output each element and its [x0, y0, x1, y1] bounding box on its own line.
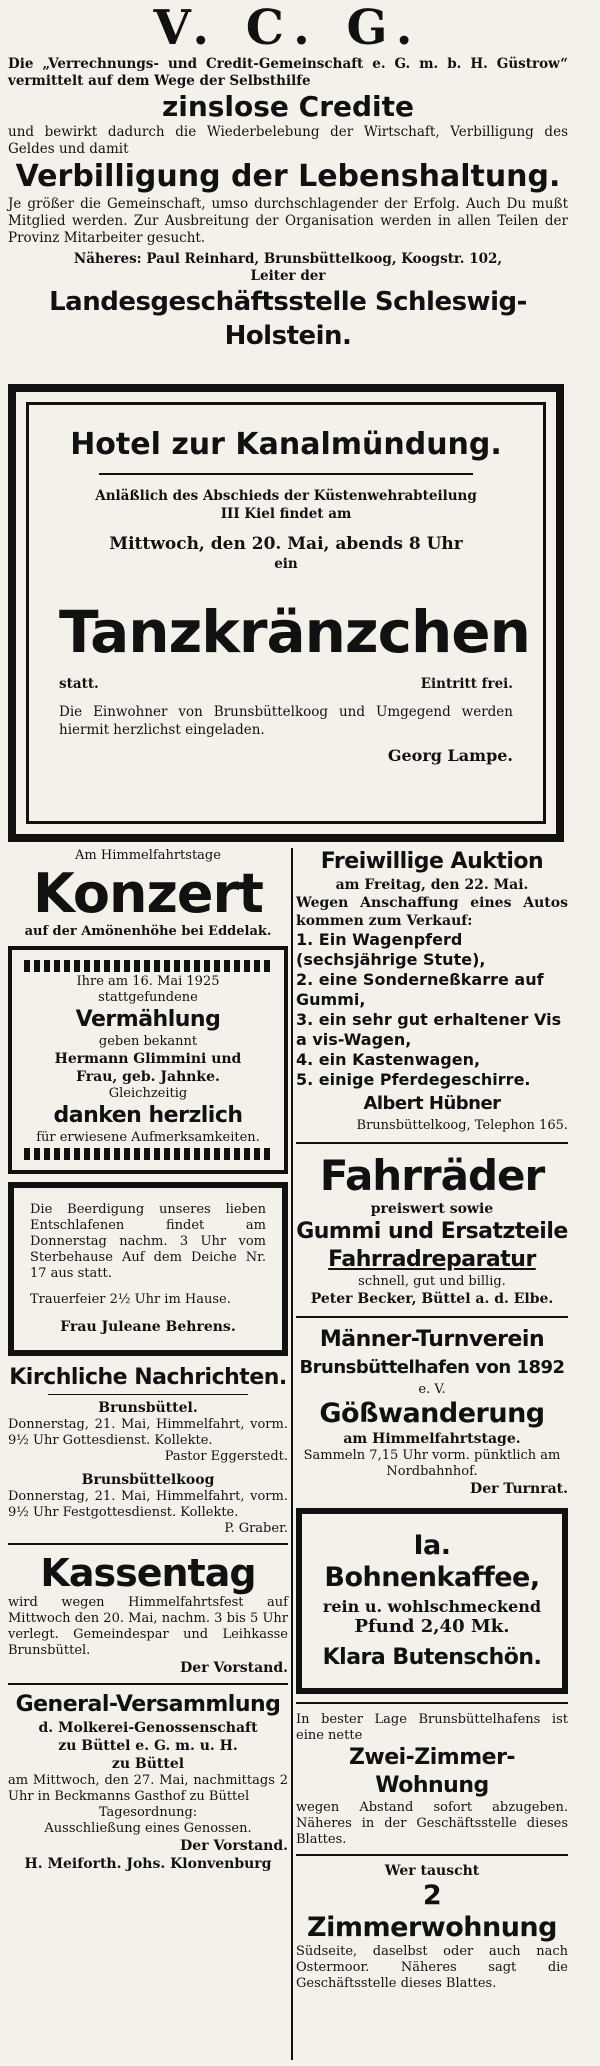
coffee-ad: [296, 1508, 568, 1694]
funeral-notice: [8, 1182, 288, 1356]
wedding-title: Vermählung: [75, 1007, 221, 1032]
wedding-line-4: geben bekannt: [98, 1034, 198, 1049]
bicycle-line-5: Peter Becker, Büttel a. d. Elbe.: [310, 1291, 554, 1307]
club-signed: Der Turnrat.: [470, 1481, 568, 1497]
church-location-1: Brunsbüttel.: [98, 1400, 198, 1416]
vcg-headline-credit: zinslose Credite: [161, 90, 415, 123]
exchange-title: 2 Zimmerwohnung: [307, 1880, 557, 1943]
assembly-line-7: Der Vorstand.: [180, 1838, 288, 1854]
bicycle-ad: [296, 1152, 568, 1308]
coffee-price: Pfund 2,40 Mk.: [354, 1616, 510, 1637]
bicycle-line-4: schnell, gut und billig.: [358, 1274, 506, 1289]
hotel-date: Mittwoch, den 20. Mai, abends 8 Uhr: [109, 534, 463, 554]
bicycle-line-2: Gummi und Ersatzteile: [296, 1219, 568, 1244]
club-suffix: e. V.: [418, 1382, 446, 1397]
gymnastics-club-ad: [296, 1326, 568, 1498]
wedding-thanks: danken herzlich: [53, 1103, 243, 1128]
auction-item: 5. einige Pferdegeschirre.: [296, 1070, 531, 1089]
club-name: Männer-Turnverein: [319, 1327, 545, 1352]
church-location-2: Brunsbüttelkoog: [81, 1472, 215, 1488]
assembly-title: General-Versammlung: [15, 1692, 281, 1717]
apartment-exchange-ad: [296, 1862, 568, 1992]
wedding-line-2: stattgefundene: [98, 990, 198, 1005]
konzert-pre: Am Himmelfahrtstage: [75, 848, 221, 863]
vcg-appeal-text: Je größer die Gemeinschaft, umso durchschlagender der Erfolg. Auch Du mußt Mitglied werden. Zur Ausbreitung der Organisation werden in allen Teilen der Provinz Mitarbeiter gesucht.: [8, 196, 568, 246]
club-event-title: Gößwanderung: [319, 1398, 545, 1429]
hotel-invitation: Die Einwohner von Brunsbüttelkoog und Umgegend werden hiermit herzlichst eingeladen.: [59, 704, 513, 738]
hotel-occasion-line-2: III Kiel findet am: [220, 506, 352, 522]
wedding-line-6: Frau, geb. Jahnke.: [76, 1069, 220, 1085]
wedding-notice: [8, 946, 288, 1174]
vcg-intro: Die „Verrechnungs- und Credit-Gemeinschaft e. G. m. b. H. Güstrow“ vermittelt auf dem Wege der Selbsthilfe: [8, 56, 568, 89]
hotel-ein: ein: [274, 556, 298, 572]
konzert-place: auf der Amönenhöhe bei Eddelak.: [24, 924, 272, 939]
bicycle-line-1: preiswert sowie: [370, 1201, 494, 1217]
coffee-line-2: rein u. wohlschmeckend: [322, 1597, 542, 1616]
bicycle-title: Fahrräder: [319, 1151, 545, 1200]
assembly-line-8: H. Meiforth. Johs. Klonvenburg: [24, 1856, 272, 1872]
auction-item: 4. ein Kastenwagen,: [296, 1050, 481, 1069]
assembly-line-6: Ausschließung eines Genossen.: [44, 1821, 252, 1836]
auction-item: 3. ein sehr gut erhaltener Vis a vis-Wagen,: [296, 1010, 562, 1049]
kassentag-signed: Der Vorstand.: [180, 1660, 288, 1676]
wedding-line-1: Ihre am 16. Mai 1925: [76, 974, 220, 989]
kassentag-text: wird wegen Himmelfahrtsfest auf Mittwoch den 20. Mai, nachm. 3 bis 5 Uhr verlegt. Gemeindespar und Leihkasse Brunsbüttel.: [8, 1595, 288, 1658]
funeral-signed: Frau Juleane Behrens.: [60, 1319, 236, 1335]
apartment-text: wegen Abstand sofort abzugeben. Näheres in der Geschäftsstelle dieses Blattes.: [296, 1800, 568, 1847]
church-pastor-2: P. Graber.: [224, 1521, 288, 1536]
right-column: [296, 848, 568, 2060]
kassentag-title: Kassentag: [40, 1551, 256, 1595]
hotel-name: Hotel zur Kanalmündung.: [70, 427, 502, 462]
funeral-text: Die Beerdigung unseres lieben Entschlafenen findet am Donnerstag nachm. 3 Uhr vom Sterbehause Auf dem Deiche Nr. 17 aus statt.: [30, 1202, 266, 1281]
wedding-line-5: Hermann Glimmini und: [54, 1051, 242, 1067]
column-divider: [291, 848, 293, 2060]
hotel-statt: statt.: [59, 676, 99, 692]
apartment-ad: [296, 1712, 568, 1848]
vcg-contact: Näheres: Paul Reinhard, Brunsbüttelkoog, Koogstr. 102,: [73, 251, 503, 267]
vcg-role: Leiter der: [250, 268, 326, 284]
vcg-headline-living-cost: Verbilligung der Lebenshaltung.: [15, 159, 561, 194]
exchange-intro: Wer tauscht: [384, 1863, 480, 1879]
ornament-border-top: [24, 960, 272, 972]
ornament-border-bottom: [24, 1148, 272, 1160]
auction-seller: Albert Hübner: [363, 1093, 501, 1114]
vcg-ad: [8, 0, 568, 382]
club-event-date: am Himmelfahrtstage.: [343, 1431, 521, 1447]
assembly-line-2: zu Büttel e. G. m. u. H.: [58, 1738, 238, 1754]
konzert-title: Konzert: [33, 862, 263, 925]
kassentag-notice: [8, 1551, 288, 1677]
church-title: Kirchliche Nachrichten.: [9, 1365, 287, 1390]
konzert-ad: [8, 848, 288, 940]
apartment-intro: In bester Lage Brunsbüttelhafens ist eine nette: [296, 1712, 568, 1743]
vcg-abbreviation: V. C. G.: [153, 0, 423, 56]
assembly-line-4: am Mittwoch, den 27. Mai, nachmittags 2 Uhr in Beckmanns Gasthof zu Büttel: [8, 1773, 288, 1804]
hotel-ad: [8, 384, 564, 842]
wedding-line-7: Gleichzeitig: [108, 1086, 188, 1101]
club-location: Brunsbüttelhafen von 1892: [299, 1357, 565, 1378]
general-assembly-notice: [8, 1691, 288, 1873]
auction-title: Freiwillige Auktion: [320, 849, 544, 874]
hotel-event-title: Tanzkränzchen: [59, 598, 530, 666]
assembly-line-5: Tagesordnung:: [98, 1805, 198, 1820]
hotel-entry: Eintritt frei.: [420, 676, 513, 692]
funeral-service: Trauerfeier 2½ Uhr im Hause.: [30, 1292, 231, 1307]
apartment-title: Zwei-Zimmer-Wohnung: [348, 1745, 516, 1798]
auction-date: am Freitag, den 22. Mai.: [335, 877, 529, 893]
church-text-2: Donnerstag, 21. Mai, Himmelfahrt, vorm. 9½ Uhr Festgottesdienst. Kollekte.: [8, 1489, 288, 1520]
church-pastor-1: Pastor Eggerstedt.: [164, 1449, 288, 1464]
auction-intro: Wegen Anschaffung eines Autos kommen zum Verkauf:: [296, 895, 568, 929]
assembly-line-3: zu Büttel: [111, 1756, 185, 1772]
coffee-title: Ia. Bohnenkaffee,: [324, 1530, 540, 1593]
auction-ad: [296, 848, 568, 1134]
auction-phone: Brunsbüttelkoog, Telephon 165.: [356, 1118, 568, 1133]
bicycle-line-3: Fahrradreparatur: [328, 1247, 536, 1272]
vcg-office: Landesgeschäftsstelle Schleswig-Holstein.: [49, 287, 527, 351]
assembly-line-1: d. Molkerei-Genossenschaft: [38, 1720, 258, 1736]
left-column: [8, 848, 288, 2060]
wedding-line-9: für erwiesene Aufmerksamkeiten.: [36, 1130, 260, 1145]
exchange-text: Südseite, daselbst oder auch nach Ostermoor. Näheres sagt die Geschäftsstelle dieses Blattes.: [296, 1944, 568, 1991]
church-news: [8, 1364, 288, 1537]
church-text-1: Donnerstag, 21. Mai, Himmelfahrt, vorm. 9½ Uhr Gottesdienst. Kollekte.: [8, 1417, 288, 1448]
auction-item: 2. eine Sonderneßkarre auf Gummi,: [296, 970, 544, 1009]
hotel-occasion-line-1: Anläßlich des Abschieds der Küstenwehrabteilung: [95, 488, 477, 504]
hotel-host: Georg Lampe.: [387, 746, 513, 765]
auction-item: 1. Ein Wagenpferd (sechsjährige Stute),: [296, 930, 486, 969]
club-event-text: Sammeln 7,15 Uhr vorm. pünktlich am Nordbahnhof.: [303, 1448, 561, 1479]
vcg-middle-text: und bewirkt dadurch die Wiederbelebung der Wirtschaft, Verbilligung des Geldes und damit: [8, 124, 568, 157]
coffee-seller: Klara Butenschön.: [322, 1645, 542, 1670]
